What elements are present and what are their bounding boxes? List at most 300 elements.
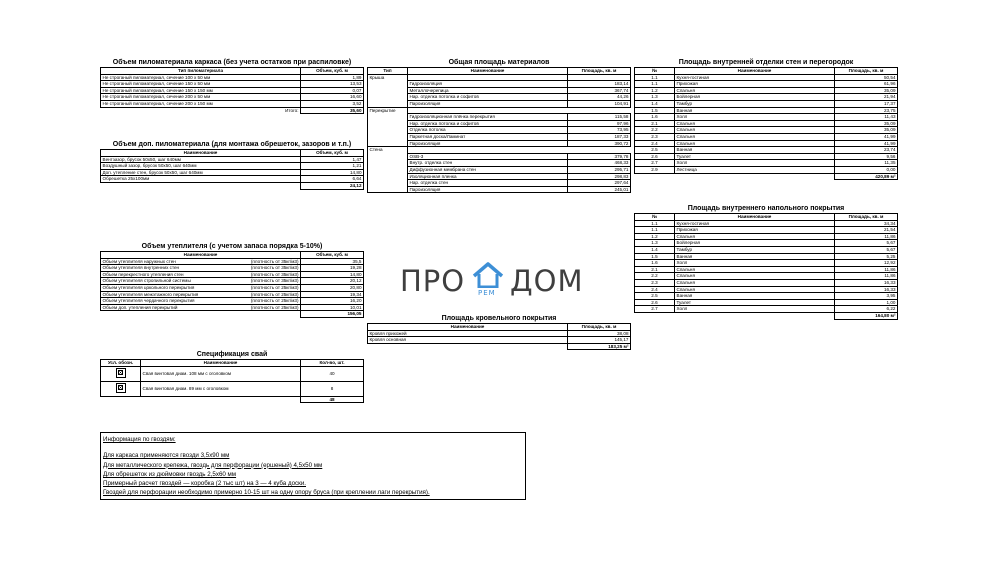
table-row — [101, 87, 364, 94]
cell: Лестница — [675, 166, 835, 173]
cell: 11,86 — [835, 273, 898, 280]
cell: 23,75 — [835, 107, 898, 114]
table-row — [635, 133, 898, 140]
cell: 19,28 — [301, 265, 364, 272]
table-row — [101, 100, 364, 107]
density-cell: (плотность от 35кг/м3) — [231, 278, 301, 285]
table-row — [635, 266, 898, 273]
cell: Холл — [675, 114, 835, 121]
cell — [408, 107, 568, 114]
col-header: № — [635, 68, 675, 75]
insulation-section — [100, 243, 364, 318]
cell: 35,09 — [835, 87, 898, 94]
walls-table — [634, 67, 898, 180]
cell: Спальня — [675, 127, 835, 134]
col-header: Площадь, кв. м — [835, 214, 898, 221]
group-spacer — [368, 140, 408, 147]
walls-title: Площадь внутренней отделки стен и перегородок — [678, 59, 854, 66]
cell: 20,12 — [301, 278, 364, 285]
group-spacer — [368, 153, 408, 160]
table-row — [635, 74, 898, 81]
cell: 104,91 — [568, 100, 631, 107]
cell: Не строганый пиломатериал, сечение 150 х 50 мм — [101, 81, 301, 88]
pile-108-icon — [116, 368, 126, 378]
table-row — [101, 271, 364, 278]
cell: Пароизоляция — [408, 186, 568, 193]
cell: 16,60 — [301, 94, 364, 101]
cell: 6,22 — [835, 306, 898, 313]
cell: Воздушный зазор, брусок 50х50, шаг 640мм — [101, 163, 301, 170]
table-row — [368, 100, 631, 107]
density-cell: (плотность от 35кг/м3) — [231, 265, 301, 272]
cell: 50,54 — [835, 74, 898, 81]
table-row — [635, 246, 898, 253]
cell: Ванная — [675, 107, 835, 114]
cell: 0,07 — [301, 87, 364, 94]
cell: 17,37 — [835, 100, 898, 107]
cell: 2.5 — [635, 147, 675, 154]
cell: 1.2 — [635, 233, 675, 240]
col-header: Наименование — [101, 252, 301, 259]
cell: 0,00 — [835, 166, 898, 173]
cell: OSB-3 — [408, 153, 568, 160]
cell: 1.1 — [635, 220, 675, 227]
nails-info-box — [100, 432, 526, 500]
cell: Ванная — [675, 293, 835, 300]
table-row — [101, 381, 364, 396]
symbol-cell — [101, 366, 141, 381]
cell: 44,26 — [568, 94, 631, 101]
table-row — [635, 114, 898, 121]
cell: 2.1 — [635, 120, 675, 127]
cell: 1.6 — [635, 114, 675, 121]
col-header: Наименование — [368, 324, 568, 331]
table-row — [101, 366, 364, 381]
floors-title: Площадь внутреннего напольного покрытия — [687, 205, 845, 212]
cell: 2.3 — [635, 279, 675, 286]
cell: 61,96 — [835, 81, 898, 88]
extra-lumber-title: Объем доп. пиломатериала (для монтажа обрешеток, зазоров и т.п.) — [112, 141, 352, 148]
cell: 1.4 — [635, 246, 675, 253]
cell: 20,80 — [301, 284, 364, 291]
col-header: Усл. обозн. — [101, 360, 141, 367]
cell: 73,95 — [568, 127, 631, 134]
group-spacer — [368, 166, 408, 173]
cell: 14,80 — [301, 169, 364, 176]
table-row — [635, 166, 898, 173]
cell: Отделка потолка — [408, 127, 568, 134]
table-row — [635, 273, 898, 280]
total-value: 24,12 — [301, 182, 364, 189]
spacer-cell — [635, 312, 835, 319]
cell: Гидроизоляция — [408, 81, 568, 88]
density-cell: (плотность от 25кг/м3) — [231, 304, 301, 311]
table-row — [101, 81, 364, 88]
table-row — [635, 94, 898, 101]
cell: Внутр. отделка стен — [408, 160, 568, 167]
table-row — [635, 100, 898, 107]
table-row — [368, 114, 631, 121]
cell: Гидроизоляционная плёнка перекрытия — [408, 114, 568, 121]
group-spacer — [368, 186, 408, 193]
cell: Доп. утепление стен, брусок 50х50, шаг 640мм — [101, 169, 301, 176]
cell: Спальня — [675, 279, 835, 286]
table-row — [101, 258, 364, 265]
table-row — [635, 253, 898, 260]
group-spacer — [368, 120, 408, 127]
cell: 2.7 — [635, 160, 675, 167]
spacer-cell — [101, 396, 301, 403]
table-row — [635, 87, 898, 94]
nails-info-line: Гвоздей для перфорации необходимо примерно 10-15 шт на одну опору бруса (при креплении лаги перекрытия). — [103, 489, 430, 497]
materials-table — [367, 67, 631, 193]
total-value: 48 — [301, 396, 364, 403]
cell: Холл — [675, 306, 835, 313]
group-spacer — [368, 114, 408, 121]
cell: Нар. отделка потолка и софитов — [408, 94, 568, 101]
cell: Холл — [675, 260, 835, 267]
nails-info-line: Примерный расчет гвоздей — коробка (2 тыс шт) на 3 — 4 куба доски. — [103, 480, 306, 488]
cell: Объем утеплителя межэтажного перекрытия — [101, 291, 231, 298]
table-row — [368, 133, 631, 140]
frame-lumber-title: Объем пиломатериала каркаса (без учета остатков при распиловке) — [112, 59, 352, 66]
density-cell: (плотность от 35кг/м3) — [231, 258, 301, 265]
cell: 2.2 — [635, 127, 675, 134]
cell: 19,34 — [301, 291, 364, 298]
table-row — [368, 107, 631, 114]
table-row — [368, 140, 631, 147]
table-row — [635, 153, 898, 160]
cell: 1.5 — [635, 107, 675, 114]
table-row — [635, 286, 898, 293]
cell: 11,86 — [835, 266, 898, 273]
table-row — [635, 279, 898, 286]
cell: Не строганый пиломатериал, сечение 150 х 150 мм — [101, 87, 301, 94]
extra-lumber-table — [100, 149, 364, 190]
cell: Кровля прихожей — [368, 330, 568, 337]
cell: 145,17 — [568, 337, 631, 344]
table-row — [368, 166, 631, 173]
cell: 13,53 — [301, 81, 364, 88]
cell: Бойлерная — [675, 94, 835, 101]
cell: Объем перекрестного утепления стен — [101, 271, 231, 278]
cell — [568, 74, 631, 81]
table-row — [635, 260, 898, 267]
cell: Ванная — [675, 147, 835, 154]
table-row — [635, 160, 898, 167]
cell: Обрешетка 25х100мм — [101, 176, 301, 183]
total-value: 420,89 м² — [835, 173, 898, 180]
total-row — [101, 311, 364, 318]
table-row — [368, 337, 631, 344]
cell: Спальня — [675, 266, 835, 273]
group-spacer — [368, 94, 408, 101]
table-row — [101, 169, 364, 176]
cell: Спальня — [675, 87, 835, 94]
cell: Холл — [675, 160, 835, 167]
cell: 2.4 — [635, 140, 675, 147]
total-row — [101, 396, 364, 403]
total-row — [101, 182, 364, 189]
total-label: Итого: — [285, 107, 299, 113]
table-row — [635, 306, 898, 313]
table-row — [635, 107, 898, 114]
cell: Объем утеплителя внутренних стен — [101, 265, 231, 272]
col-header: Объем, куб. м — [301, 150, 364, 157]
table-row — [101, 291, 364, 298]
group-type: Стена — [368, 147, 408, 154]
cell: Спальня — [675, 133, 835, 140]
roofing-title: Площадь кровельного покрытия — [441, 315, 557, 322]
cell: Спальня — [675, 140, 835, 147]
group-spacer — [368, 81, 408, 88]
cell: 41,99 — [835, 140, 898, 147]
cell: 1.3 — [635, 240, 675, 247]
cell: 2.4 — [635, 286, 675, 293]
cell: Объем доп. утепления перекрытий — [101, 304, 231, 311]
cell: 6,64 — [301, 176, 364, 183]
table-row — [101, 278, 364, 285]
cell: 5,25 — [835, 253, 898, 260]
group-spacer — [368, 127, 408, 134]
density-cell: (плотность от 35кг/м3) — [231, 271, 301, 278]
table-row — [635, 220, 898, 227]
cell: 1.5 — [635, 253, 675, 260]
table-row — [368, 147, 631, 154]
cell: 187,33 — [568, 133, 631, 140]
materials-title: Общая площадь материалов — [448, 59, 550, 66]
col-header: Наименование — [101, 150, 301, 157]
table-row — [368, 160, 631, 167]
roofing-table — [367, 323, 631, 350]
total-value: 164,80 м² — [835, 312, 898, 319]
cell: 5,67 — [835, 240, 898, 247]
cell — [568, 107, 631, 114]
cell: Металлочерепица — [408, 87, 568, 94]
cell: 35,5 — [301, 258, 364, 265]
frame-lumber-table — [100, 67, 364, 114]
cell: Пароизоляция — [408, 140, 568, 147]
group-spacer — [368, 100, 408, 107]
cell — [568, 147, 631, 154]
cell — [408, 147, 568, 154]
table-row — [101, 156, 364, 163]
cell: 21,54 — [835, 227, 898, 234]
cell: 35,09 — [835, 120, 898, 127]
nails-info-line: Для обрешеток из дюймовки гвоздь 2,5х60 мм — [103, 470, 237, 478]
col-header: Наименование — [408, 68, 568, 75]
symbol-cell — [101, 381, 141, 396]
table-row — [635, 147, 898, 154]
cell: Изоляционная пленка — [408, 173, 568, 180]
cell: 16,33 — [835, 286, 898, 293]
table-row — [368, 186, 631, 193]
insulation-table — [100, 251, 364, 318]
table-row — [101, 163, 364, 170]
cell: Тамбур — [675, 100, 835, 107]
spacer-cell — [101, 311, 301, 318]
total-value: 35,60 — [301, 107, 364, 114]
cell: Бойлерная — [675, 240, 835, 247]
frame-lumber-section — [100, 59, 364, 114]
table-row — [101, 304, 364, 311]
table-row — [101, 94, 364, 101]
density-cell: (плотность от 25кг/м3) — [231, 298, 301, 305]
cell: Кровля основная — [368, 337, 568, 344]
cell: Объем утеплителя цокольного перекрытия — [101, 284, 231, 291]
cell: 3,95 — [835, 293, 898, 300]
cell: 468,33 — [568, 160, 631, 167]
cell: 97,96 — [568, 120, 631, 127]
table-row — [101, 74, 364, 81]
cell: Туалет — [675, 299, 835, 306]
cell: Спальня — [675, 286, 835, 293]
floors-section — [634, 205, 898, 320]
density-cell: (плотность от 25кг/м3) — [231, 291, 301, 298]
cell: 2.6 — [635, 299, 675, 306]
piles-section — [100, 351, 364, 403]
cell: 9,56 — [835, 153, 898, 160]
table-row — [368, 94, 631, 101]
cell: Пароизоляция — [408, 100, 568, 107]
walls-section — [634, 59, 898, 180]
cell: 1.2 — [635, 87, 675, 94]
table-row — [368, 173, 631, 180]
cell: 2.1 — [635, 266, 675, 273]
cell: 379,78 — [568, 153, 631, 160]
cell: 2.5 — [635, 293, 675, 300]
cell: 1.1 — [635, 74, 675, 81]
cell: Нар. отделка потолка и софитов — [408, 120, 568, 127]
cell: 1.1 — [635, 227, 675, 234]
piles-table — [100, 359, 364, 403]
spacer-cell — [635, 173, 835, 180]
cell: 41,99 — [835, 133, 898, 140]
cell: Тамбур — [675, 246, 835, 253]
group-type: Крыша — [368, 74, 408, 81]
total-row — [635, 173, 898, 180]
table-row — [635, 233, 898, 240]
col-header: Кол-во, шт. — [301, 360, 364, 367]
col-header: Тип — [368, 68, 408, 75]
table-row — [635, 140, 898, 147]
pile-89-icon — [116, 383, 126, 393]
cell: 1,21 — [301, 163, 364, 170]
nails-info-blank — [103, 444, 523, 451]
cell: Объем утеплителя наружных стен — [101, 258, 231, 265]
logo-right-text: ДОМ — [510, 264, 584, 298]
total-row — [368, 343, 631, 350]
cell: 5,67 — [835, 246, 898, 253]
col-header: Объем, куб. м — [301, 68, 364, 75]
cell: Спальня — [675, 120, 835, 127]
cell: 14,80 — [301, 271, 364, 278]
cell: 1.6 — [635, 260, 675, 267]
col-header: Наименование — [141, 360, 301, 367]
roofing-section — [367, 315, 631, 350]
insulation-title: Объем утеплителя (с учетом запаса порядка 5-10%) — [141, 243, 323, 250]
cell: Вентзазор, брусок 50х50, шаг 640мм — [101, 156, 301, 163]
house-icon — [471, 262, 505, 288]
cell: Не строганый пиломатериал, сечение 100 х 50 мм — [101, 74, 301, 81]
table-row — [368, 87, 631, 94]
total-value: 183,25 м² — [568, 343, 631, 350]
cell: 21,94 — [835, 94, 898, 101]
cell: Спальня — [675, 273, 835, 280]
cell: 297,64 — [568, 180, 631, 187]
cell: 367,74 — [568, 87, 631, 94]
cell: 1,47 — [301, 156, 364, 163]
cell: 16,33 — [835, 279, 898, 286]
cell: 16,20 — [301, 298, 364, 305]
cell: Туалет — [675, 153, 835, 160]
cell: Паркетная доска/Ламинат — [408, 133, 568, 140]
cell: 183,14 — [568, 81, 631, 88]
cell: 2.2 — [635, 273, 675, 280]
cell: 35,09 — [835, 127, 898, 134]
cell: 12,92 — [835, 260, 898, 267]
table-row — [635, 227, 898, 234]
cell: 2.7 — [635, 306, 675, 313]
table-row — [368, 74, 631, 81]
cell: 1,89 — [301, 74, 364, 81]
table-row — [635, 127, 898, 134]
nails-info-line: Для каркаса применяются гвозди 3,5х90 мм — [103, 452, 230, 460]
cell: 38,08 — [568, 330, 631, 337]
cell: Объем утеплителя чердачного перекрытия — [101, 298, 231, 305]
nails-info-line: Для металлического крепежа, гвоздь для перфорации (ершеный) 4,5х50 мм — [103, 461, 323, 469]
cell: 11,86 — [835, 233, 898, 240]
table-row — [368, 180, 631, 187]
cell: Диффузионная мембрана стен — [408, 166, 568, 173]
cell — [408, 74, 568, 81]
cell: 1,00 — [835, 299, 898, 306]
table-row — [368, 120, 631, 127]
total-row — [101, 107, 364, 114]
total-value: 156,05 — [301, 311, 364, 318]
spacer-cell — [101, 182, 301, 189]
cell: Свая винтовая диам. 89 мм с оголовком — [141, 381, 301, 396]
cell: 390,72 — [568, 140, 631, 147]
cell: 295,71 — [568, 166, 631, 173]
table-row — [368, 153, 631, 160]
cell: 11,43 — [835, 114, 898, 121]
group-spacer — [368, 87, 408, 94]
cell: Спальня — [675, 233, 835, 240]
table-row — [368, 127, 631, 134]
cell: Нар. отделка стен — [408, 180, 568, 187]
piles-title: Спецификация свай — [196, 351, 268, 358]
cell: 8 — [301, 381, 364, 396]
cell: 1.1 — [635, 81, 675, 88]
group-type: Перекрытие — [368, 107, 408, 114]
table-row — [368, 330, 631, 337]
materials-section — [367, 59, 631, 193]
cell: 2.9 — [635, 166, 675, 173]
table-row — [635, 293, 898, 300]
cell: 34,34 — [835, 220, 898, 227]
group-spacer — [368, 173, 408, 180]
table-row — [101, 298, 364, 305]
cell: Не строганый пиломатериал, сечение 200 х 50 мм — [101, 94, 301, 101]
cell: 2.6 — [635, 153, 675, 160]
total-row — [635, 312, 898, 319]
cell: Свая винтовая диам. 108 мм с оголовком — [141, 366, 301, 381]
cell: 11,35 — [835, 160, 898, 167]
col-header: Наименование — [675, 214, 835, 221]
cell: 23,74 — [835, 147, 898, 154]
table-row — [635, 299, 898, 306]
